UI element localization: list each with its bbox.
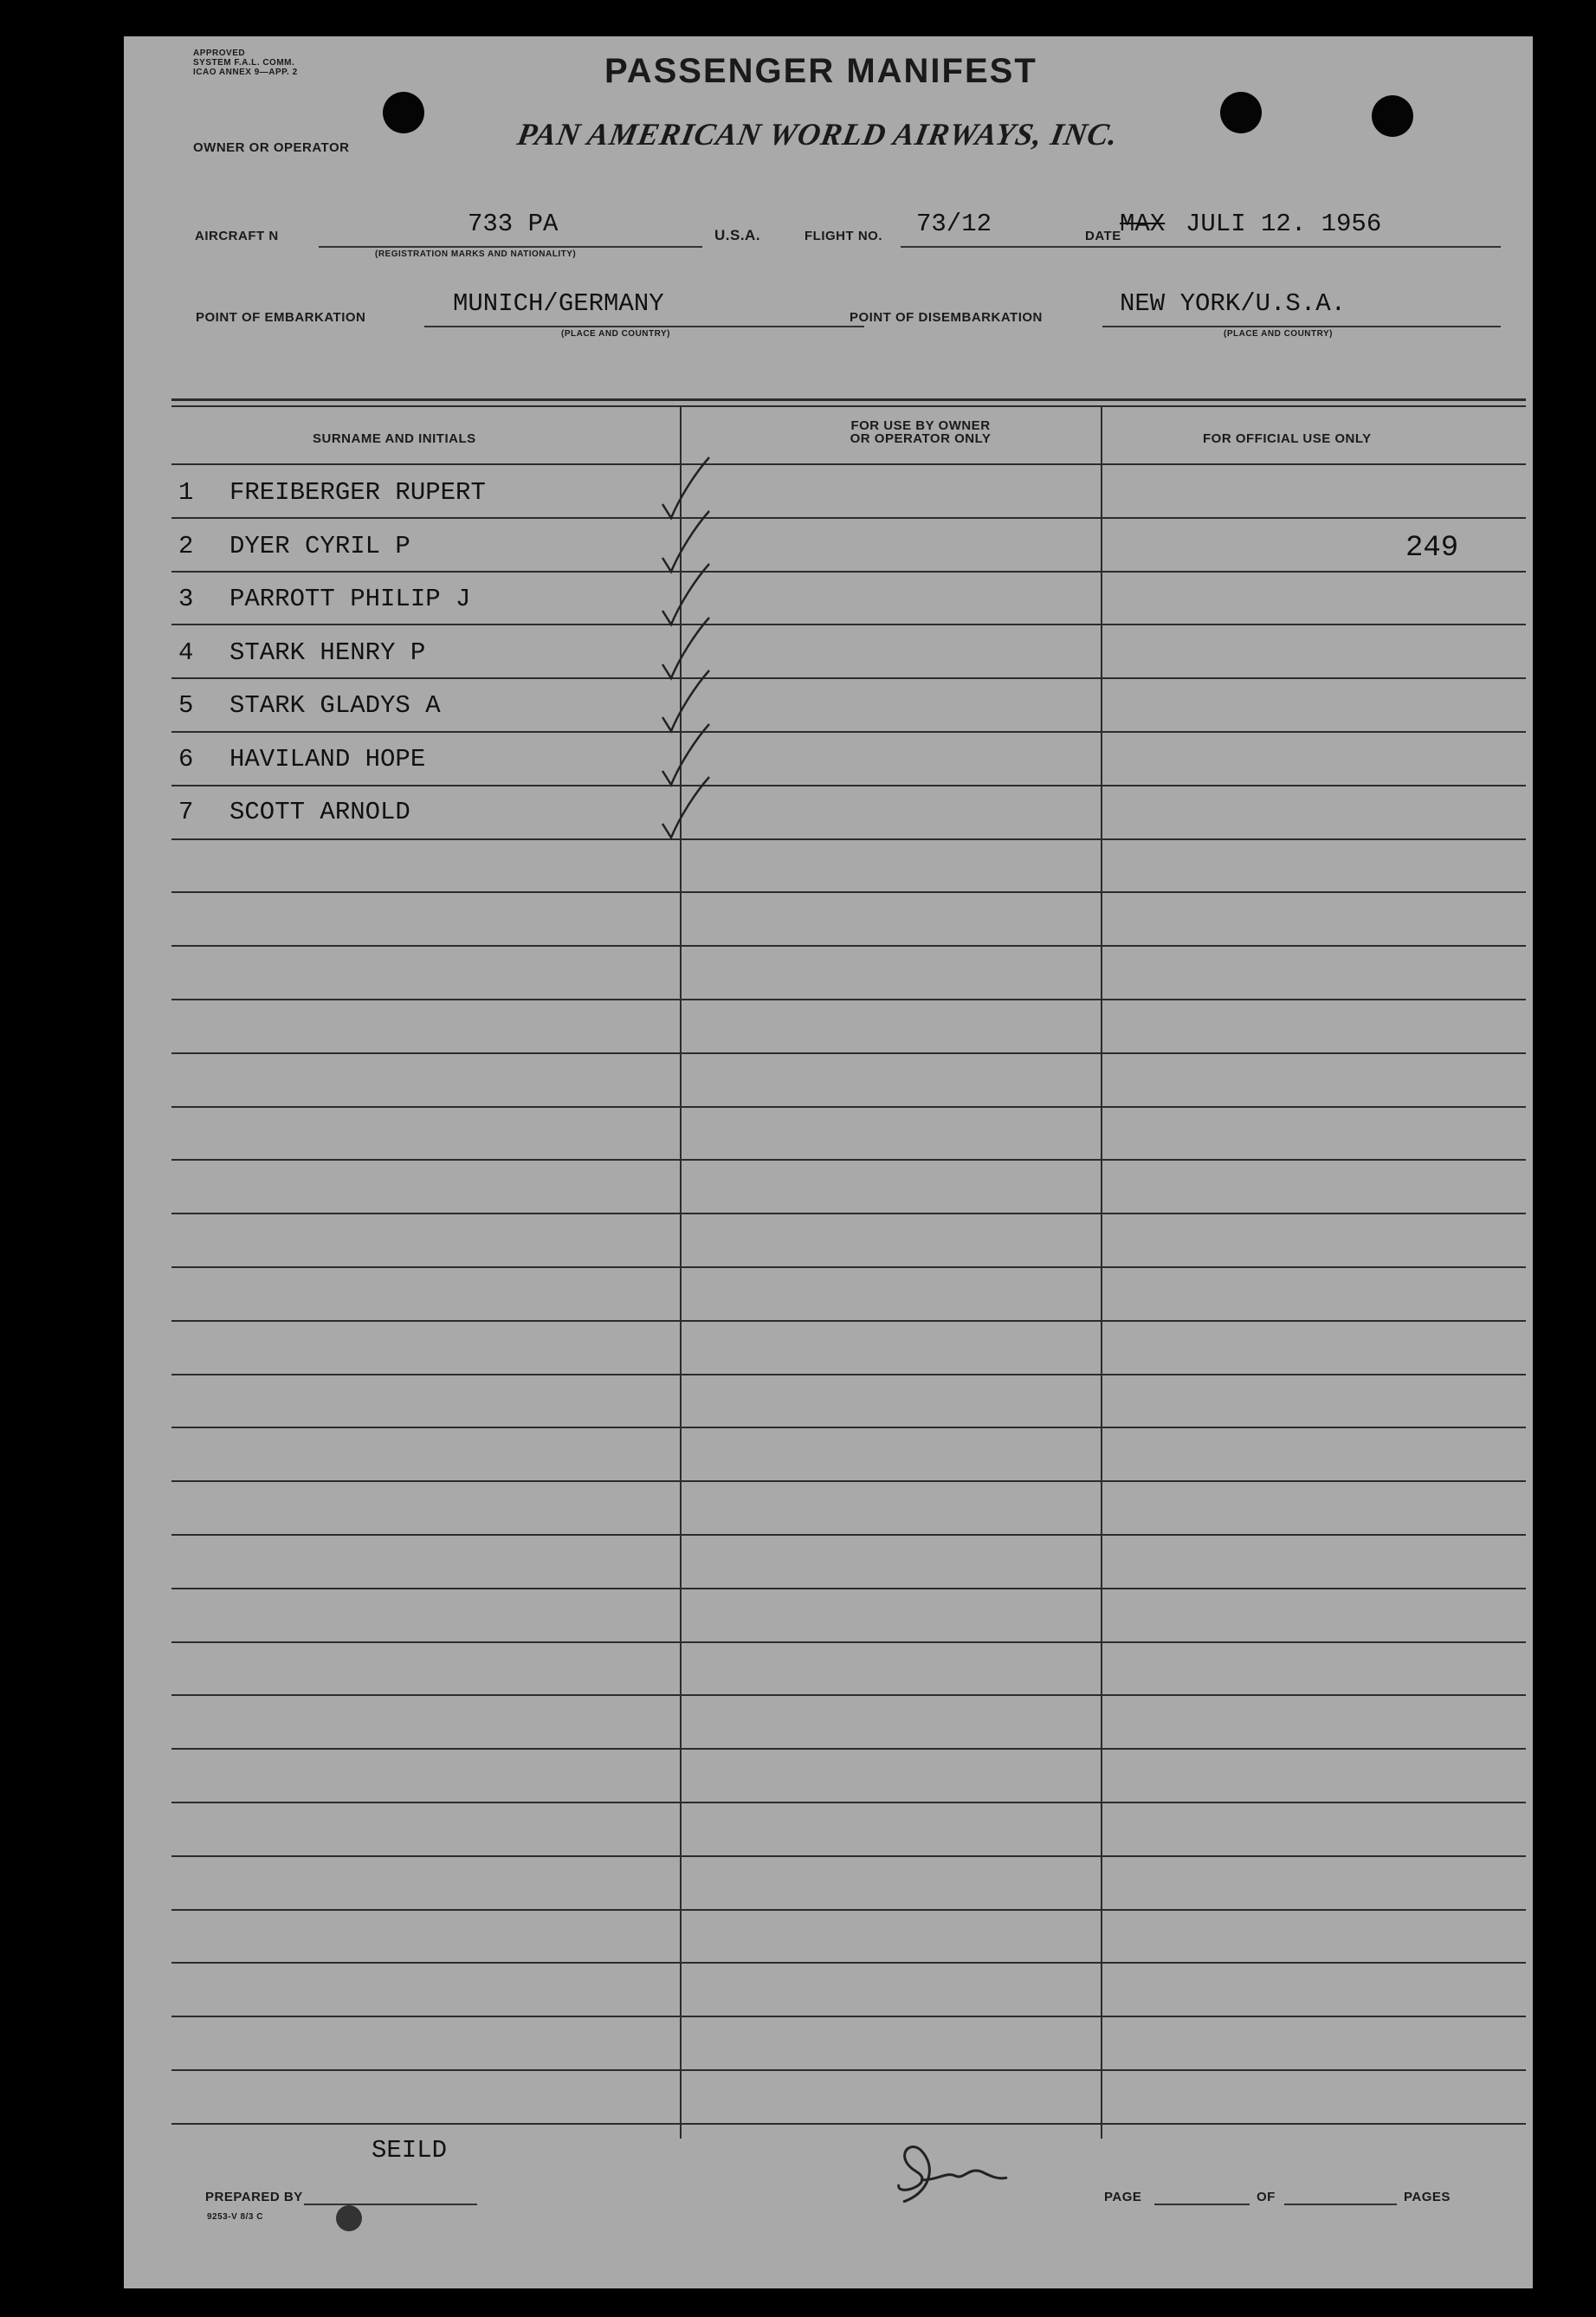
table-rule — [171, 1748, 1526, 1750]
aircraft-label: AIRCRAFT N — [195, 229, 279, 243]
embarkation-value: MUNICH/GERMANY — [453, 289, 664, 318]
of-label: OF — [1257, 2190, 1276, 2204]
table-rule — [171, 1962, 1526, 1964]
table-rule — [171, 1534, 1526, 1536]
table-row — [124, 798, 1527, 851]
passenger-number: 6 — [178, 744, 194, 773]
table-rule — [171, 1588, 1526, 1589]
disembarkation-value: NEW YORK/U.S.A. — [1120, 289, 1347, 318]
of-underline — [1284, 2204, 1397, 2205]
pages-label: PAGES — [1404, 2190, 1451, 2204]
punch-hole — [383, 92, 424, 133]
table-rule — [171, 945, 1526, 947]
passenger-name: PARROTT PHILIP J — [229, 585, 471, 613]
operator-name: PAN AMERICAN WORLD AIRWAYS, INC. — [514, 117, 1121, 152]
table-rule — [171, 2069, 1526, 2071]
column-header-owner-use — [791, 419, 1050, 445]
table-rule — [171, 463, 1526, 465]
table-row — [124, 585, 1527, 638]
prepared-by-label: PREPARED BY — [205, 2190, 303, 2204]
table-rule — [171, 999, 1526, 1000]
date-value: JULI 12. 1956 — [1186, 210, 1382, 238]
punch-hole — [1372, 95, 1413, 137]
table-rule — [171, 891, 1526, 893]
passenger-name: STARK HENRY P — [229, 637, 426, 667]
table-rule — [171, 1320, 1526, 1322]
table-rule — [171, 1909, 1526, 1911]
embarkation-label: POINT OF EMBARKATION — [196, 310, 366, 325]
prepared-by-underline — [304, 2204, 477, 2205]
official-use-value: 249 — [1405, 531, 1459, 565]
table-top-rule — [171, 398, 1526, 401]
passenger-name: FREIBERGER RUPERT — [229, 478, 486, 507]
disembarkation-label: POINT OF DISEMBARKATION — [850, 310, 1043, 325]
table-rule — [171, 1374, 1526, 1375]
column-header-owner-line: OR OPERATOR ONLY — [850, 431, 992, 446]
table-row — [124, 478, 1527, 532]
passenger-number: 3 — [178, 585, 194, 613]
table-rule — [171, 1106, 1526, 1108]
table-rule — [171, 1159, 1526, 1161]
aircraft-underline — [319, 246, 702, 248]
seal-icon — [336, 2205, 362, 2231]
owner-label: OWNER OR OPERATOR — [193, 140, 350, 155]
embarkation-underline — [424, 326, 864, 327]
passenger-name: DYER CYRIL P — [229, 531, 410, 560]
table-rule — [171, 1694, 1526, 1696]
table-rule — [171, 2016, 1526, 2017]
table-rule — [171, 2123, 1526, 2125]
check-mark-icon — [661, 773, 713, 843]
approval-line: APPROVED — [193, 49, 246, 58]
table-rule — [171, 1641, 1526, 1643]
date-underline — [1120, 246, 1501, 248]
table-rule — [171, 1052, 1526, 1054]
table-row — [124, 691, 1527, 745]
table-rule — [171, 1427, 1526, 1428]
disembarkation-underline — [1102, 326, 1501, 327]
passenger-number: 1 — [178, 478, 194, 507]
table-top-rule — [171, 405, 1526, 407]
prepared-by-value: SEILD — [372, 2136, 448, 2165]
country-label: U.S.A. — [714, 227, 761, 243]
form-number: 9253-V 8/3 C — [207, 2212, 263, 2222]
flight-value: 73/12 — [916, 210, 992, 238]
form-title: PASSENGER MANIFEST — [604, 52, 1037, 90]
flight-label: FLIGHT NO. — [804, 229, 882, 243]
approval-line: SYSTEM F.A.L. COMM. — [193, 58, 295, 68]
passenger-name: HAVILAND HOPE — [229, 744, 426, 773]
passenger-number: 4 — [178, 637, 194, 667]
table-rule — [171, 1802, 1526, 1803]
embarkation-sub-label: (PLACE AND COUNTRY) — [561, 329, 670, 339]
page-label: PAGE — [1104, 2190, 1142, 2204]
passenger-number: 5 — [178, 691, 194, 720]
passenger-number: 2 — [178, 531, 194, 560]
table-rule — [171, 1266, 1526, 1268]
date-struck: MAX — [1120, 210, 1166, 238]
passenger-name: STARK GLADYS A — [229, 691, 441, 720]
aircraft-value: 733 PA — [468, 210, 559, 238]
approval-line: ICAO ANNEX 9—APP. 2 — [193, 68, 298, 77]
column-header-official: FOR OFFICIAL USE ONLY — [1203, 431, 1372, 446]
table-row — [124, 745, 1527, 799]
table-rule — [171, 1213, 1526, 1214]
signature-icon — [869, 2133, 1016, 2219]
column-header-name: SURNAME AND INITIALS — [313, 431, 476, 446]
manifest-sheet — [124, 36, 1533, 2288]
table-rule — [171, 1855, 1526, 1857]
disembarkation-sub-label: (PLACE AND COUNTRY) — [1224, 329, 1333, 339]
approval-block — [193, 49, 298, 77]
page-underline — [1154, 2204, 1250, 2205]
table-row — [124, 638, 1527, 692]
aircraft-sub-label: (REGISTRATION MARKS AND NATIONALITY) — [375, 249, 577, 259]
punch-hole — [1220, 92, 1262, 133]
table-row — [124, 532, 1527, 586]
date-label: DATE — [1085, 229, 1121, 243]
passenger-number: 7 — [178, 798, 194, 826]
passenger-name: SCOTT ARNOLD — [229, 798, 410, 826]
table-rule — [171, 1480, 1526, 1482]
column-header-owner-line: FOR USE BY OWNER — [850, 418, 991, 433]
